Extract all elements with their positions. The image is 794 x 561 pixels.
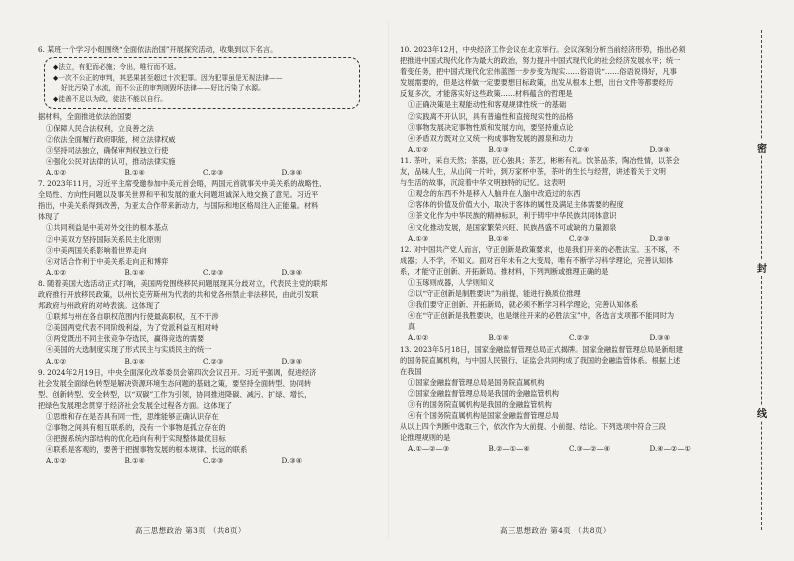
choice-a[interactable]: A.①②: [46, 356, 67, 366]
q10-line-1: 10. 2023年12月，中央经济工作会议在北京举行。会议深刻分析当前经济形势，指出必须: [400, 45, 686, 54]
choice-b[interactable]: B.①④: [488, 233, 509, 243]
q11-choices: [400, 233, 730, 244]
seal-glyph-xian: 线: [754, 405, 770, 420]
q13-line-3: 在我国: [400, 366, 422, 376]
q11-line-3: 与生活的故事，沉淀着中华文明独特的记忆。这表明: [400, 178, 566, 188]
right-column: [400, 44, 730, 454]
choice-a[interactable]: A.①②: [46, 267, 67, 277]
q9-option-4: ④联系是客观的，要善于把握事物发展的根本规律、长远的联系: [46, 445, 248, 455]
choice-a[interactable]: A.①②: [408, 144, 429, 154]
choice-c[interactable]: C.②③: [569, 333, 590, 343]
seal-glyph-feng: 封: [754, 260, 770, 275]
q6-choices: [38, 167, 360, 178]
q10-line-5: 反复多次，才能落实好这些政策……材料蕴含的哲理是: [400, 89, 573, 99]
choice-b[interactable]: B.①④: [124, 456, 145, 466]
q6-option-3: ③坚持司法独立，确保审判权独立行使: [46, 145, 169, 155]
q6-stem: 6. 某班一个学习小组围绕“全面依法治国”开展探究活动，收集到以下名言。: [38, 45, 278, 54]
choice-b[interactable]: B.①④: [488, 333, 509, 343]
choice-c[interactable]: C.②④: [569, 144, 590, 154]
choice-d[interactable]: D.③④: [281, 456, 303, 466]
q11-line-2: 友，品味人生，从山间一片叶，到万家杯中茶，茶叶的生长与经营，讲述着关于文明: [400, 167, 666, 177]
choice-d[interactable]: D.②④: [649, 233, 671, 243]
q9-line-4: 把绿色发展理念贯穿于经济社会发展全过程各方面。这体现了: [38, 400, 233, 410]
left-column: [38, 44, 360, 466]
q8-line-3: 邦政府与州政府的对峙表演。这体现了: [38, 301, 161, 311]
q10-line-2: 把推进中国式现代化作为最大的政治，努力提升中国式现代化的社会经济发展水平；统一: [400, 56, 681, 66]
q8-line-1: 8. 随着美国大选活动正式打响，美国两党围绕移民问题展现其分歧对立，代表民主党的联邦: [38, 278, 328, 288]
q11-option-1: ①观念的东西不外是移入人脑并在人脑中改造过的东西: [408, 189, 581, 199]
q7-choices: [38, 267, 360, 278]
q13-choices: [400, 443, 730, 454]
q11-option-3: ③茶文化作为中华民族的精神标识，利于铸牢中华民族共同体意识: [408, 211, 617, 221]
left-page-footer: 高三思想政治 第3页 （共8页）: [135, 526, 246, 535]
q13-line-1: 13. 2023年5月18日，国家金融监督管理总局正式揭牌。国家金融监督管理总局是新组建: [400, 344, 683, 354]
q10-option-2: ②实践离不开认识，具有普遍性和直接现实性的品格: [408, 111, 574, 121]
choice-d[interactable]: D.③④: [649, 144, 671, 154]
q8-option-1: ①联邦与州在各自职权范围内行使最高职权，互不干涉: [46, 312, 219, 322]
q6-option-4: ④强化公民对法律的认可，推动法律实施: [46, 156, 176, 166]
q8-option-2: ②美国两党代表不同阶级利益，为了党派利益互相对峙: [46, 323, 219, 333]
quote-1: ◆法立，有犯而必施；令出，唯行而不返。: [53, 63, 181, 72]
q12-option-4-cont: 真: [408, 322, 416, 332]
choice-d[interactable]: D.③④: [281, 356, 303, 366]
choice-a[interactable]: A.①—②—③: [408, 444, 450, 454]
q8-option-3: ③两党既出不同主张竞争夺选民，赢得竞选的需要: [46, 334, 205, 344]
q12-option-3: ③我们要守正创新、开拓新局，就必须不断学习科学理论，完善认知体系: [408, 300, 639, 310]
q10-option-3: ③事物发展决定事物性质和发展方向，要坚持重点论: [408, 122, 574, 132]
q10-line-4: 发展需要的，但是这样做一定要要想目标政策，出发从根本上想，出台文件等都要经历: [400, 78, 674, 88]
q8-choices: [38, 356, 360, 367]
choice-b[interactable]: B.①④: [124, 356, 145, 366]
q8-line-2: 政府推行开放移民政策，以州长克劳斯州为代表的共和党各州禁止非法移民，由此引发联: [38, 289, 319, 299]
q13-option-4: ④有个国务院直属机构是国家金融监督管理总局: [408, 411, 559, 421]
q9-line-1: 9. 2024年2月19日，中央全面深化改革委员会第四次会议召开。习近平强调，促进经济: [38, 367, 317, 377]
choice-d[interactable]: D.③④: [281, 167, 303, 177]
seal-glyph-mi: 密: [754, 140, 770, 155]
q7-line-2: 全局性、方向性问题以及事关世界和平和发展的重大问题坦诚深入地交换了意见。习近平: [38, 190, 319, 200]
q11-line-1: 11. 茶叶，采自天然；茶器，匠心独具；茶艺，彬彬有礼。饮茶品茶，陶冶性情，以茶会: [400, 155, 680, 165]
right-page-footer: 高三思想政治 第4页 （共8页）: [500, 526, 611, 535]
page-fold-seam: [388, 20, 389, 540]
q13-option-1: ①国家金融监督管理总局是国务院直属机构: [408, 377, 545, 387]
choice-c[interactable]: C.②③: [203, 356, 224, 366]
q7-option-3: ③中美两国关系影响着世界走向: [46, 245, 147, 255]
q12-option-4: ④在“守正创新是我胜要诀，也是继往开来的必胜法宝”中，各选言支项都不能同时为: [408, 311, 675, 321]
q13-stem-2: 从以上四个判断中选取三个，依次作为大前提、小前提、结论。下列选项中符合三段: [400, 422, 666, 432]
choice-b[interactable]: B.①④: [124, 167, 145, 177]
q6-option-2: ②依法全面履行政府职能，树立法律权威: [46, 134, 176, 144]
q7-option-2: ②中美双方坚持国际关系民主化原则: [46, 234, 162, 244]
q12-choices: [400, 332, 730, 343]
q9-option-1: ①思维和存在是否具有同一性，思维能够正确认识存在: [46, 412, 219, 421]
q9-choices: [38, 455, 360, 466]
choice-a[interactable]: A.①③: [408, 233, 429, 243]
q9-option-2: ②事物之间具有相互联系的，没有一个事物是孤立存在的: [46, 423, 226, 433]
q9-line-2: 社会发展全面绿色转型是解决资源环境生态问题的基础之策，要坚持全面转型、协同转: [38, 378, 312, 388]
q13-option-3: ③有的国务院直属机构是我国的金融监管机构: [408, 400, 552, 409]
q13-line-2: 的国务院直属机构，与中国人民银行、证监会共同构成了我国的金融监管体系。根据上述: [400, 355, 681, 365]
q9-line-3: 型、创新转型、安全转型，以“双碳”工作为引领，协同推进降碳、减污、扩绿、增长，: [38, 389, 312, 399]
q12-line-3: 系，才能守正创新、开拓新局。推材料，下列判断或推理正确的是: [400, 266, 609, 276]
quote-2b: 好比污染了水流，而不公正的审判则毁坏法律——好比污染了水源。: [61, 84, 265, 93]
choice-a[interactable]: A.①②: [46, 167, 67, 177]
q7-line-1: 7. 2023年11月，习近平主席受邀参加中美元首会晤，两国元首就事关中美关系的战略性、: [38, 179, 327, 189]
choice-c[interactable]: C.②③: [203, 267, 224, 277]
choice-b[interactable]: B.①③: [488, 144, 509, 154]
quote-box: [44, 57, 360, 109]
q10-line-3: 着变任务，把中国式现代化宏伟蓝图一步步变为现实……俗语说“……俗语说得好，凡事: [400, 67, 677, 77]
quote-3: ◆徒善不足以为政，徒法不能以自行。: [53, 94, 167, 103]
q7-option-1: ①共同利益是中美对外交往的根本基点: [46, 223, 169, 233]
choice-a[interactable]: A.①②: [408, 333, 429, 343]
choice-d[interactable]: D.④—②—①: [649, 444, 691, 454]
q8-option-4: ④美国的大选制度实现了形式民主与实质民主的统一: [46, 345, 212, 355]
q10-option-4: ④矛盾双方既对立又统一构成事物发展的源泉和动力: [408, 133, 574, 143]
q12-option-1: ①玉琢则成器，人学则知义: [408, 277, 495, 287]
choice-b[interactable]: B.②—①—④: [488, 444, 530, 454]
choice-c[interactable]: C.②③: [569, 233, 590, 243]
q7-line-4: 体现了: [38, 212, 60, 222]
seal-line: [752, 30, 772, 530]
choice-a[interactable]: A.①②: [46, 456, 67, 466]
q13-stem-3: 论推理规则的是: [400, 433, 451, 443]
q12-line-1: 12. 对中国共产党人而言，守正创新是政策要求，也是我们开来的必胜法宝。玉不琢，不: [400, 244, 680, 254]
q6-option-1: ①保障人民合法权利，立良善之法: [46, 123, 154, 133]
q9-option-3: ③把握系统内部结构的优化趋向有利于实现整体最优目标: [46, 434, 226, 444]
choice-c[interactable]: C.②③: [203, 456, 224, 466]
q10-choices: [400, 144, 730, 155]
q7-line-3: 指出，中美关系得到改善，为亚太合作带来新动力，与国际和地区格局注入正能量。材料: [38, 201, 319, 211]
q11-option-2: ②客体的价值及价值大小，取决于客体的属性及满足主体需要的程度: [408, 200, 624, 210]
q12-line-2: 成器；人不学，不知义。面对百年未有之大变局，唯有不断学习科学理论，完善认知体: [400, 255, 674, 265]
q12-option-2: ②以“守正创新是制胜要诀”为前提，能进行换质位推理: [408, 289, 581, 299]
q10-option-1: ①正确决策是主观能动性和客观规律性统一的基础: [408, 100, 567, 110]
q7-option-4: ④对话合作利于中美关系走向正和博弈: [46, 256, 169, 266]
q13-option-2: ②国家金融监督管理总局是我国的金融监管机构: [408, 388, 559, 398]
choice-c[interactable]: C.②③: [203, 167, 224, 177]
q6-intro: 据材料，全面推进依法治国要: [38, 112, 132, 122]
choice-c[interactable]: C.③—②—④: [569, 444, 611, 454]
choice-b[interactable]: B.①④: [124, 267, 145, 277]
q11-option-4: ④文化推动发展，是国家繁荣兴旺、民族昌盛不可或缺的力量源泉: [408, 222, 617, 232]
quote-2a: ◆一次不公正的审判，其恶果甚至超过十次犯罪。因为犯罪虽是无视法律——: [53, 73, 283, 82]
choice-d[interactable]: D.③④: [281, 267, 303, 277]
seal-dashed-line: [761, 30, 762, 530]
choice-d[interactable]: D.③④: [649, 333, 671, 343]
